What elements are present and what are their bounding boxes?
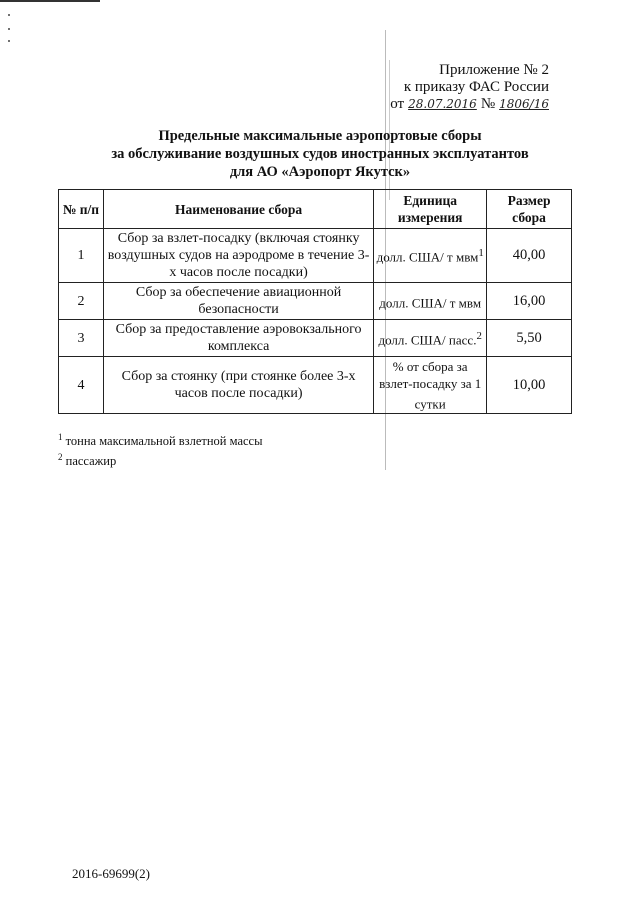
row-num: 3 — [59, 320, 104, 357]
row-size: 10,00 — [487, 357, 572, 414]
row-name: Сбор за взлет-посадку (включая стоянку воздушных судов на аэродроме в течение 3-х часов после посадки) — [103, 229, 373, 283]
footnotes — [58, 429, 262, 469]
unit-footnote-mark: 1 — [478, 247, 484, 260]
number-label: № — [480, 96, 496, 112]
header-size: Размер сбора — [487, 190, 572, 229]
row-size: 16,00 — [487, 283, 572, 320]
footnote — [58, 429, 262, 449]
row-name: Сбор за предоставление аэровокзального комплекса — [103, 320, 373, 357]
unit-text: долл. США/ пасс. — [378, 332, 477, 348]
row-num: 2 — [59, 283, 104, 320]
title-line: за обслуживание воздушных судов иностранных эксплуатантов — [111, 146, 529, 162]
header-num: № п/п — [59, 190, 104, 229]
title-line: Предельные максимальные аэропортовые сборы — [158, 128, 482, 144]
appendix-date-row — [390, 96, 549, 113]
row-size: 40,00 — [487, 229, 572, 283]
unit-text: долл. США/ т мвм — [379, 295, 482, 311]
unit-text: долл. США/ т мвм — [376, 249, 479, 265]
appendix-header — [390, 62, 549, 113]
table-row — [59, 357, 572, 414]
row-unit — [374, 357, 487, 414]
row-num: 1 — [59, 229, 104, 283]
unit-text: % от сбора за взлет-посадку за 1 сутки — [379, 359, 482, 412]
table-row — [59, 283, 572, 320]
row-unit — [374, 229, 487, 283]
title-line: для АО «Аэропорт Якутск» — [229, 164, 411, 180]
row-name: Сбор за стоянку (при стоянке более 3-х часов после посадки) — [103, 357, 373, 414]
header-unit: Единица измерения — [374, 190, 487, 229]
table-header-row — [59, 190, 572, 229]
footnote — [58, 449, 262, 469]
row-unit — [374, 283, 487, 320]
row-unit — [374, 320, 487, 357]
footnote-text: пассажир — [65, 454, 117, 469]
appendix-title: Приложение № 2 — [439, 62, 549, 78]
unit-footnote-mark: 2 — [476, 329, 482, 342]
table-row — [59, 229, 572, 283]
document-code: 2016-69699(2) — [72, 866, 150, 881]
footnote-mark: 2 — [58, 452, 63, 463]
footnote-text: тонна максимальной взлетной массы — [65, 434, 263, 449]
scan-dot — [8, 40, 10, 42]
appendix-order-ref: к приказу ФАС России — [403, 79, 549, 95]
from-label: от — [390, 96, 405, 112]
row-num: 4 — [59, 357, 104, 414]
table-row — [59, 320, 572, 357]
header-name: Наименование сбора — [103, 190, 373, 229]
handwritten-date: 28.07.2016 — [408, 97, 477, 111]
scan-edge-line — [0, 0, 100, 2]
scan-dot — [8, 28, 10, 30]
document-title — [80, 127, 560, 181]
handwritten-number: 1806/16 — [499, 97, 549, 111]
row-size: 5,50 — [487, 320, 572, 357]
scan-dot — [8, 14, 10, 16]
fees-table — [58, 189, 572, 414]
footnote-mark: 1 — [58, 432, 63, 442]
row-name: Сбор за обеспечение авиационной безопасности — [103, 283, 373, 320]
